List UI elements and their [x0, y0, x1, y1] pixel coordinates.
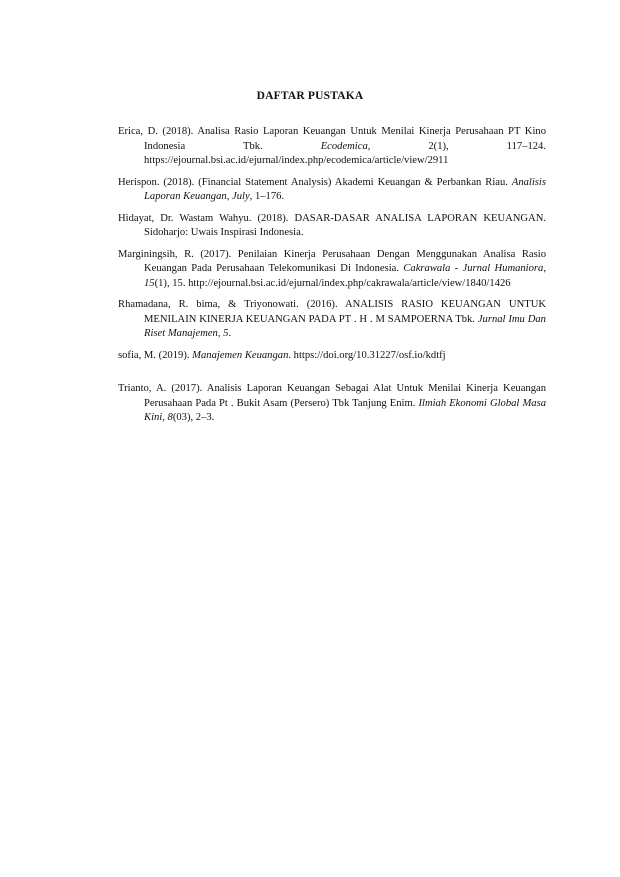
reference-item: Erica, D. (2018). Analisa Rasio Laporan Keuangan Untuk Menilai Kinerja Perusahaan PT Kino Indonesia Tbk. Ecodemica, 2(1), 117–124. https://ejournal.bsi.ac.id/ejurnal/index.php/ecodemica/article/view/2911 — [118, 126, 546, 166]
reference-list — [118, 125, 546, 433]
reference-item: Trianto, A. (2017). Analisis Laporan Keuangan Sebagai Alat Untuk Menilai Kinerja Keuangan Perusahaan Pada Pt . Bukit Asam (Persero) Tbk Tanjung Enim. Ilmiah Ekonomi Global Masa Kini, 8(03), 2–3. — [118, 383, 546, 423]
reference-item: Rhamadana, R. bima, & Triyonowati. (2016). ANALISIS RASIO KEUANGAN UNTUK MENILAIN KINERJA KEUANGAN PADA PT . H . M SAMPOERNA Tbk. Jurnal Imu Dan Riset Manajemen, 5. — [118, 299, 546, 339]
reference-item: Marginingsih, R. (2017). Penilaian Kinerja Perusahaan Dengan Menggunakan Analisa Rasio Keuangan Pada Perusahaan Telekomunikasi Di Indonesia. Cakrawala - Jurnal Humaniora, 15(1), 15. http://ejournal.bsi.ac.id/ejurnal/index.php/cakrawala/article/view/1840/1426 — [118, 248, 547, 289]
reference-item: sofia, M. (2019). Manajemen Keuangan. https://doi.org/10.31227/osf.io/kdtfj — [118, 349, 446, 361]
page-title: DAFTAR PUSTAKA — [256, 90, 364, 102]
reference-item: Hidayat, Dr. Wastam Wahyu. (2018). DASAR-DASAR ANALISA LAPORAN KEUANGAN. Sidoharjo: Uwais Inspirasi Indonesia. — [118, 212, 546, 238]
reference-item: Herispon. (2018). (Financial Statement Analysis) Akademi Keuangan & Perbankan Riau. Analisis Laporan Keuangan, July, 1–176. — [118, 176, 546, 202]
